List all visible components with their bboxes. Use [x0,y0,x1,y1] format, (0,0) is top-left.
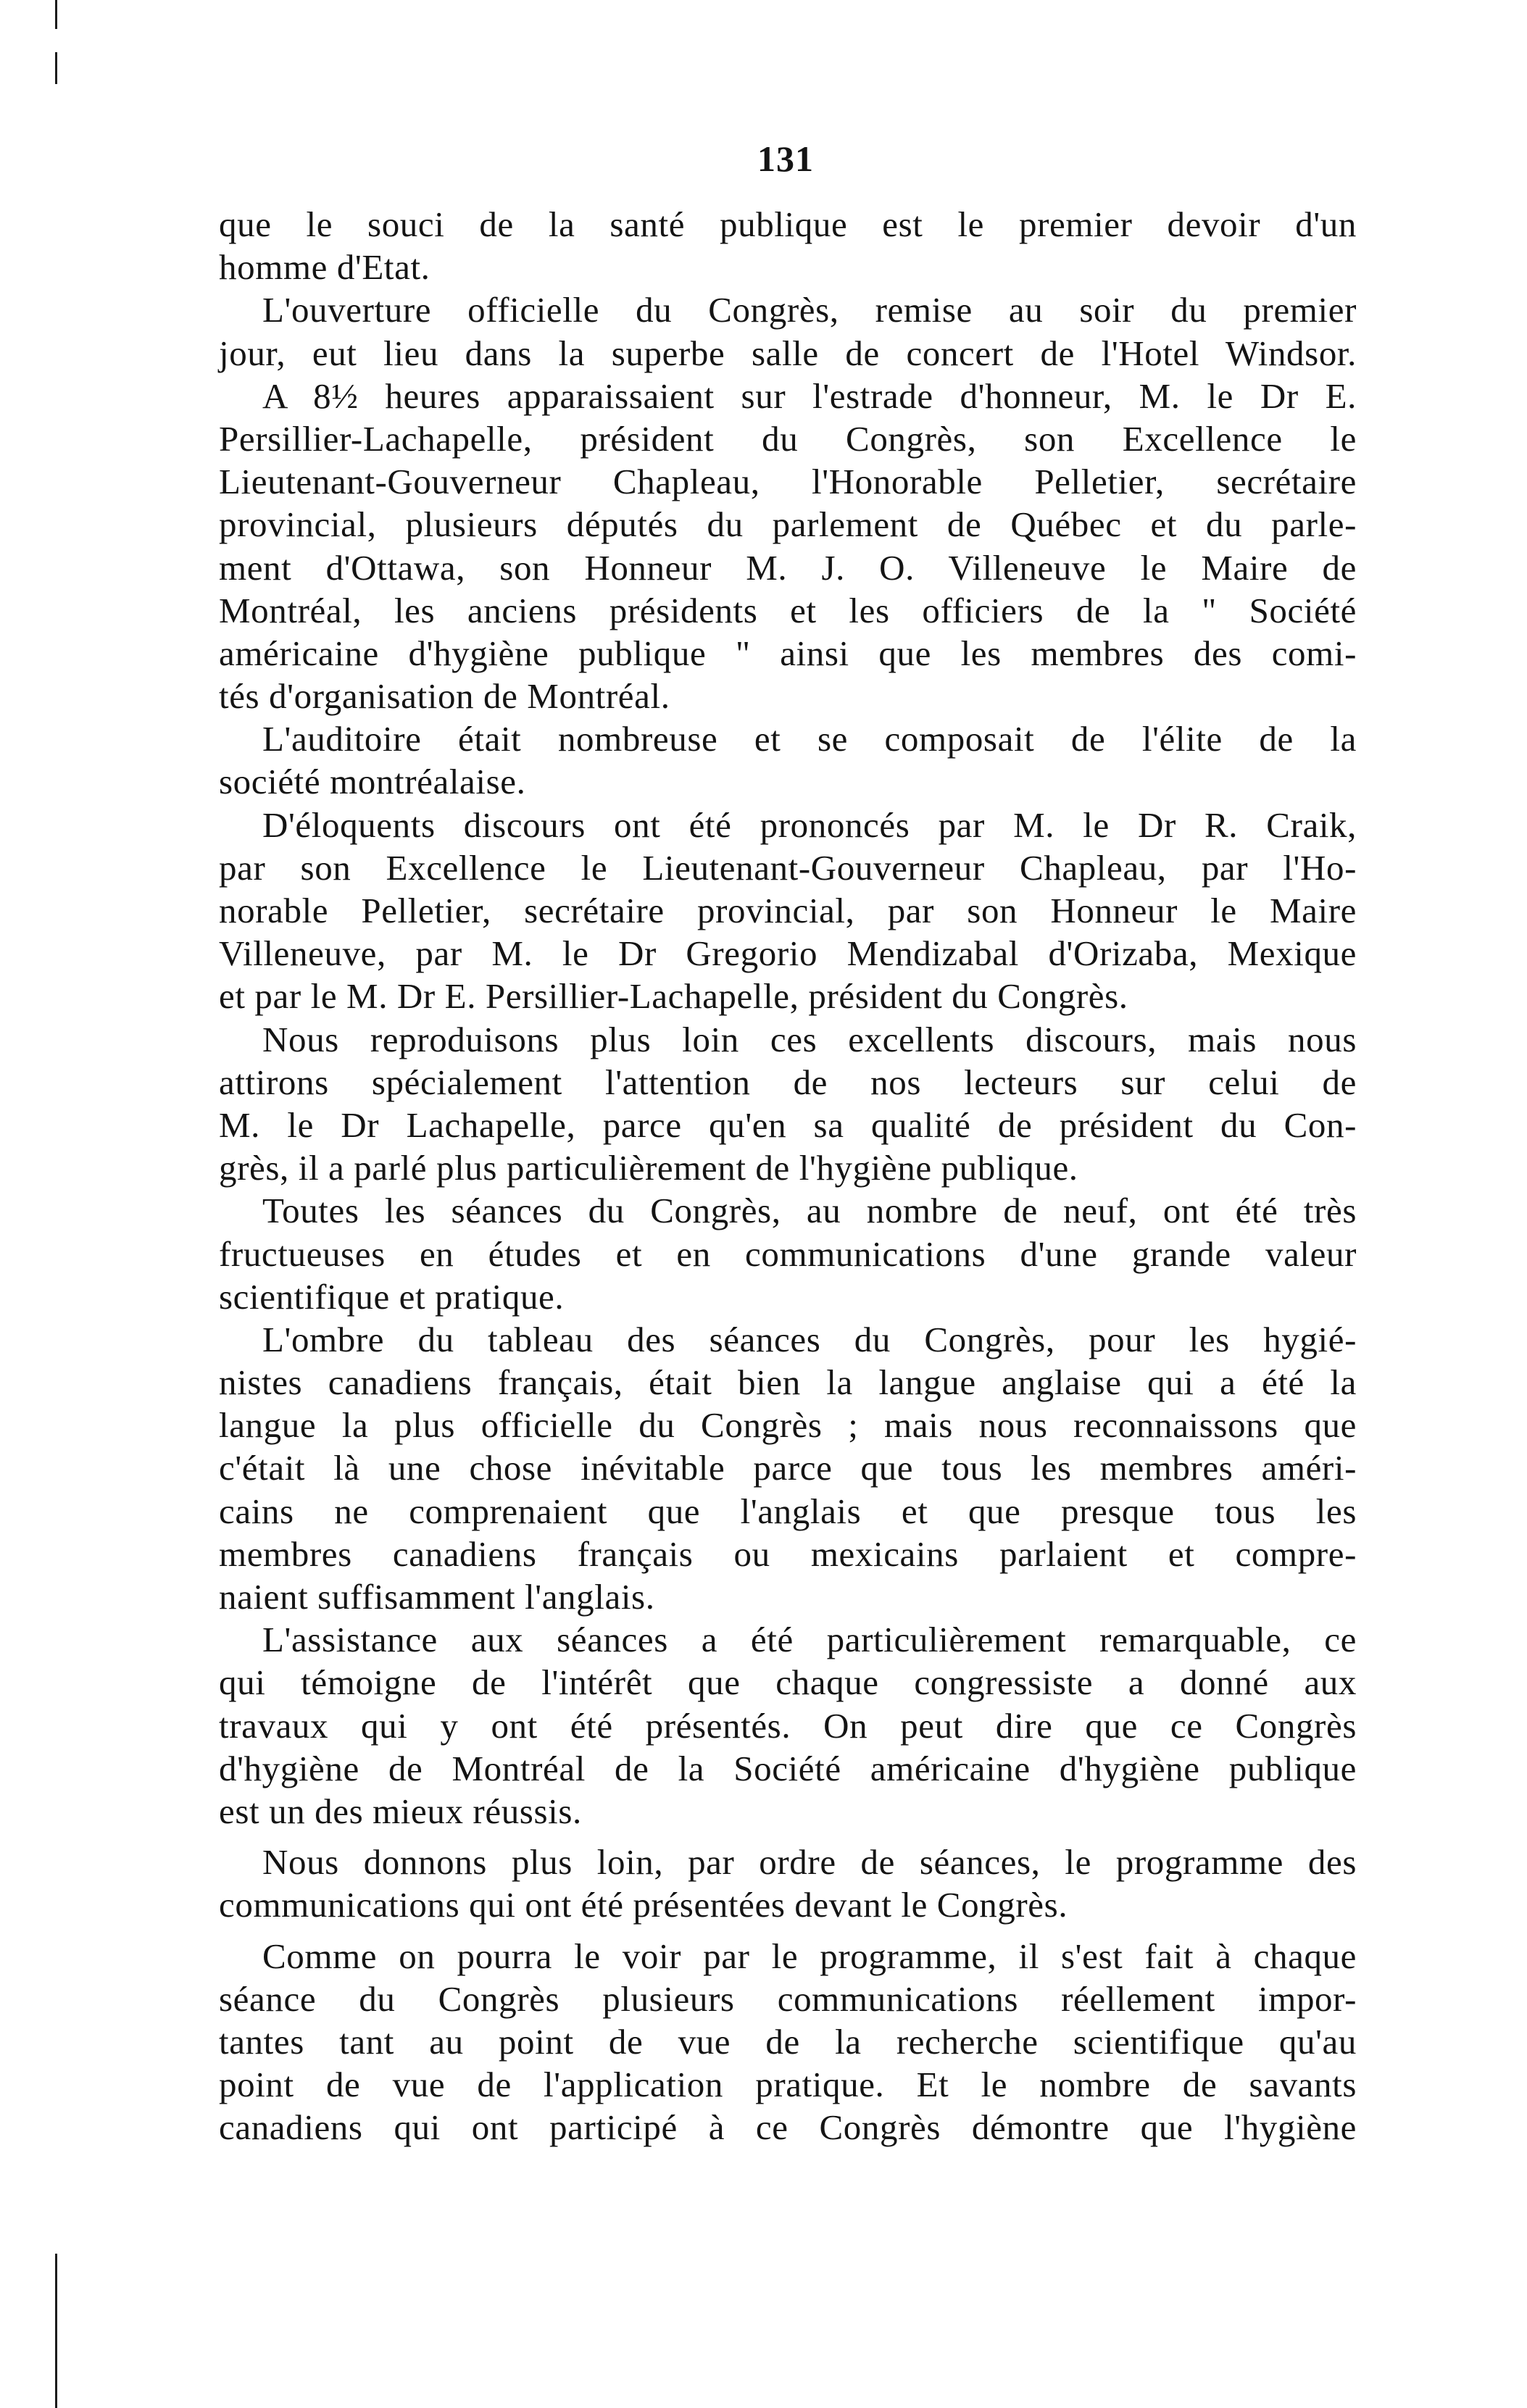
text-line: provincial, plusieurs députés du parlement de Québec et du parle- [219,504,1357,545]
text-line: Montréal, les anciens présidents et les officiers de la " Société [219,590,1357,630]
margin-binding-mark [55,0,57,29]
text-line: D'éloquents discours ont été prononcés par M. le Dr R. Craik, [262,804,1357,845]
text-line: homme d'Etat. [219,247,430,288]
text-line: grès, il a parlé plus particulièrement de l'hygiène publique. [219,1148,1078,1188]
text-line: Nous donnons plus loin, par ordre de séances, le programme des [262,1842,1357,1883]
text-line: Toutes les séances du Congrès, au nombre de neuf, ont été très [262,1191,1357,1231]
text-line: L'auditoire était nombreuse et se composait de l'élite de la [262,719,1357,759]
text-line: c'était là une chose inévitable parce que tous les membres améri- [219,1448,1357,1488]
body-text [219,203,1357,2149]
text-line: nistes canadiens français, était bien la langue anglaise qui a été la [219,1362,1357,1403]
text-line: L'ouverture officielle du Congrès, remise au soir du premier [262,290,1357,330]
text-line: langue la plus officielle du Congrès ; mais nous reconnaissons que [219,1405,1357,1446]
text-line: tés d'organisation de Montréal. [219,676,670,717]
text-line: L'assistance aux séances a été particulièrement remarquable, ce [262,1620,1357,1660]
page-number: 131 [757,138,814,179]
text-line: naient suffisamment l'anglais. [219,1577,655,1617]
text-line: norable Pelletier, secrétaire provincial, par son Honneur le Maire [219,891,1357,930]
text-line: travaux qui y ont été présentés. On peut dire que ce Congrès [219,1705,1357,1746]
text-line: Persillier-Lachapelle, président du Congrès, son Excellence le [219,418,1357,459]
text-line: que le souci de la santé publique est le premier devoir d'un [219,204,1357,244]
text-line: qui témoigne de l'intérêt que chaque congressiste a donné aux [219,1662,1357,1703]
text-line: membres canadiens français ou mexicains parlaient et compre- [219,1533,1357,1574]
text-line: tantes tant au point de vue de la recherche scientifique qu'au [219,2021,1357,2062]
text-line: M. le Dr Lachapelle, parce qu'en sa qualité de président du Con- [219,1104,1357,1145]
text-line: cains ne comprenaient que l'anglais et que presque tous les [219,1491,1357,1531]
text-line: jour, eut lieu dans la superbe salle de concert de l'Hotel Windsor. [219,333,1357,373]
text-line: Nous reproduisons plus loin ces excellents discours, mais nous [262,1019,1357,1059]
text-line: d'hygiène de Montréal de la Société américaine d'hygiène publique [219,1748,1357,1788]
margin-binding-mark [55,52,57,84]
text-line: point de vue de l'application pratique. Et le nombre de savants [219,2065,1357,2105]
text-line: Lieutenant-Gouverneur Chapleau, l'Honorable Pelletier, secrétaire [219,462,1357,502]
text-line: par son Excellence le Lieutenant-Gouverneur Chapleau, par l'Ho- [219,847,1357,888]
text-line: société montréalaise. [219,762,526,802]
text-line: scientifique et pratique. [219,1276,565,1317]
margin-binding-mark [55,2254,57,2408]
text-line: séance du Congrès plusieurs communications réellement impor- [219,1978,1357,2019]
text-line: et par le M. Dr E. Persillier-Lachapelle, président du Congrès. [219,976,1128,1017]
text-line: Comme on pourra le voir par le programme, il s'est fait à chaque [262,1936,1357,1976]
text-line: canadiens qui ont participé à ce Congrès démontre que l'hygiène [219,2107,1357,2148]
text-line: Villeneuve, par M. le Dr Gregorio Mendizabal d'Orizaba, Mexique [219,933,1357,974]
text-line: A 8½ heures apparaissaient sur l'estrade d'honneur, M. le Dr E. [262,375,1357,416]
text-line: L'ombre du tableau des séances du Congrès, pour les hygié- [262,1319,1357,1359]
text-line: est un des mieux réussis. [219,1791,582,1831]
text-line: communications qui ont été présentées devant le Congrès. [219,1885,1068,1925]
text-line: américaine d'hygiène publique " ainsi que les membres des comi- [219,633,1357,673]
text-line: fructueuses en études et en communications d'une grande valeur [219,1233,1357,1274]
text-line: attirons spécialement l'attention de nos lecteurs sur celui de [219,1062,1357,1102]
text-line: ment d'Ottawa, son Honneur M. J. O. Villeneuve le Maire de [219,547,1357,588]
